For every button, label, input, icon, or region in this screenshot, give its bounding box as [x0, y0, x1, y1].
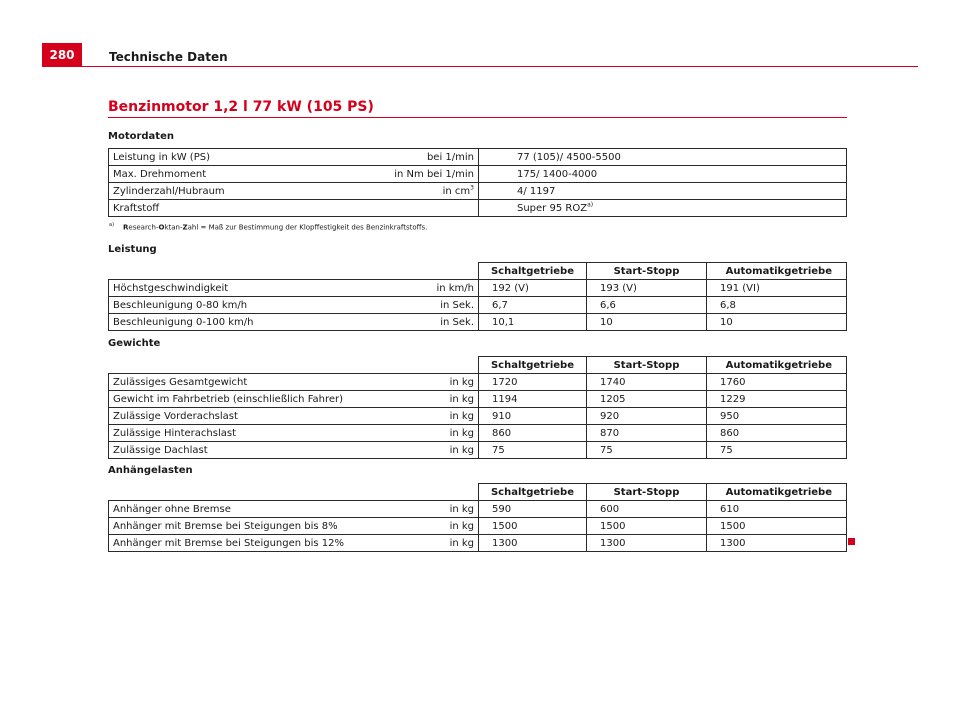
value-cell: 1500: [707, 518, 847, 535]
header-blank-cell: [109, 357, 479, 374]
value-cell: 860: [707, 425, 847, 442]
table-row: [109, 518, 847, 535]
value-cell: 590: [479, 501, 587, 518]
value-cell: 610: [707, 501, 847, 518]
value-cell: 75: [707, 442, 847, 459]
col-header-automatikgetriebe: Automatikgetriebe: [707, 484, 847, 501]
row-label-cell: Leistung in kW (PS) bei 1/min: [109, 149, 479, 166]
value-cell: 6,6: [587, 297, 707, 314]
col-header-start-stopp: Start-Stopp: [587, 263, 707, 280]
header-blank-cell: [109, 484, 479, 501]
table-row: [109, 535, 847, 552]
value-cell: 77 (105)/ 4500-5500: [479, 149, 847, 166]
value-cell: 4/ 1197: [479, 183, 847, 200]
value-cell: 6,8: [707, 297, 847, 314]
header-rule: [82, 66, 918, 67]
section-rule: [108, 117, 847, 118]
value-cell: 1194: [479, 391, 587, 408]
row-label-cell: Zulässiges Gesamtgewicht in kg: [109, 374, 479, 391]
motordaten-table: [108, 148, 847, 217]
table-header-row: [109, 484, 847, 501]
value-cell: 950: [707, 408, 847, 425]
table-row: [109, 149, 847, 166]
footnote-ref: a): [587, 201, 594, 209]
row-label-cell: Zulässige Vorderachslast in kg: [109, 408, 479, 425]
value-cell: 910: [479, 408, 587, 425]
value-cell: 920: [587, 408, 707, 425]
value-cell: 75: [587, 442, 707, 459]
col-header-schaltgetriebe: Schaltgetriebe: [479, 484, 587, 501]
footnote: $^{a)}$ Research-Oktan-Zahl = Maß zur Bestimmung der Klopffestigkeit des Benzinkraftstoffs.: [109, 222, 428, 232]
table-header-row: [109, 357, 847, 374]
section-end-marker: [848, 538, 855, 545]
value-cell: 1720: [479, 374, 587, 391]
value-cell: 1300: [707, 535, 847, 552]
value-cell: 10: [707, 314, 847, 331]
table-row: [109, 408, 847, 425]
col-header-automatikgetriebe: Automatikgetriebe: [707, 357, 847, 374]
row-label-cell: Höchstgeschwindigkeit in km/h: [109, 280, 479, 297]
table-header-row: [109, 263, 847, 280]
gewichte-table: [108, 356, 847, 459]
value-cell: 870: [587, 425, 707, 442]
value-cell: 1300: [587, 535, 707, 552]
leistung-table: [108, 262, 847, 331]
value-cell: 10: [587, 314, 707, 331]
value-cell: 1500: [479, 518, 587, 535]
section-title: Benzinmotor 1,2 l 77 kW (105 PS): [108, 99, 374, 115]
row-label-cell: Gewicht im Fahrbetrieb (einschließlich Fahrer) in kg: [109, 391, 479, 408]
value-cell: 600: [587, 501, 707, 518]
running-header-title: Technische Daten: [109, 50, 228, 64]
value-cell: 75: [479, 442, 587, 459]
row-label-cell: Beschleunigung 0-80 km/h in Sek.: [109, 297, 479, 314]
value-cell: 1740: [587, 374, 707, 391]
footnote-marker: a): [109, 222, 115, 228]
value-cell: 1760: [707, 374, 847, 391]
row-label-cell: Anhänger ohne Bremse in kg: [109, 501, 479, 518]
gewichte-heading: Gewichte: [108, 338, 161, 349]
row-label-cell: Max. Drehmoment in Nm bei 1/min: [109, 166, 479, 183]
row-label-cell: Kraftstoff: [109, 200, 479, 217]
row-label-cell: Anhänger mit Bremse bei Steigungen bis 8% in kg: [109, 518, 479, 535]
row-label-cell: Beschleunigung 0-100 km/h in Sek.: [109, 314, 479, 331]
header-blank-cell: [109, 263, 479, 280]
value-cell: 1300: [479, 535, 587, 552]
row-label-cell: Zulässige Hinterachslast in kg: [109, 425, 479, 442]
value-cell: 175/ 1400-4000: [479, 166, 847, 183]
value-cell: 1500: [587, 518, 707, 535]
col-header-schaltgetriebe: Schaltgetriebe: [479, 357, 587, 374]
leistung-heading: Leistung: [108, 244, 157, 255]
table-row: [109, 200, 847, 217]
value-cell: Super 95 ROZ$^{a)}$: [479, 200, 847, 217]
motordaten-heading: Motordaten: [108, 131, 174, 142]
table-row: [109, 314, 847, 331]
anhaengelasten-heading: Anhängelasten: [108, 465, 193, 476]
table-row: [109, 374, 847, 391]
table-row: [109, 425, 847, 442]
value-cell: 6,7: [479, 297, 587, 314]
col-header-start-stopp: Start-Stopp: [587, 357, 707, 374]
anhaengelasten-table: [108, 483, 847, 552]
row-label-cell: Zulässige Dachlast in kg: [109, 442, 479, 459]
table-row: [109, 166, 847, 183]
value-cell: 860: [479, 425, 587, 442]
col-header-automatikgetriebe: Automatikgetriebe: [707, 263, 847, 280]
row-label-cell: Zylinderzahl/Hubraum in $cm^3$: [109, 183, 479, 200]
value-cell: 1205: [587, 391, 707, 408]
row-label-cell: Anhänger mit Bremse bei Steigungen bis 12% in kg: [109, 535, 479, 552]
col-header-schaltgetriebe: Schaltgetriebe: [479, 263, 587, 280]
value-cell: 193 (V): [587, 280, 707, 297]
value-cell: 192 (V): [479, 280, 587, 297]
table-row: [109, 297, 847, 314]
page-number: 280: [42, 43, 82, 67]
value-cell: 1229: [707, 391, 847, 408]
value-cell: 10,1: [479, 314, 587, 331]
col-header-start-stopp: Start-Stopp: [587, 484, 707, 501]
table-row: [109, 391, 847, 408]
table-row: [109, 501, 847, 518]
value-cell: 191 (VI): [707, 280, 847, 297]
table-row: [109, 280, 847, 297]
table-row: [109, 442, 847, 459]
table-row: [109, 183, 847, 200]
